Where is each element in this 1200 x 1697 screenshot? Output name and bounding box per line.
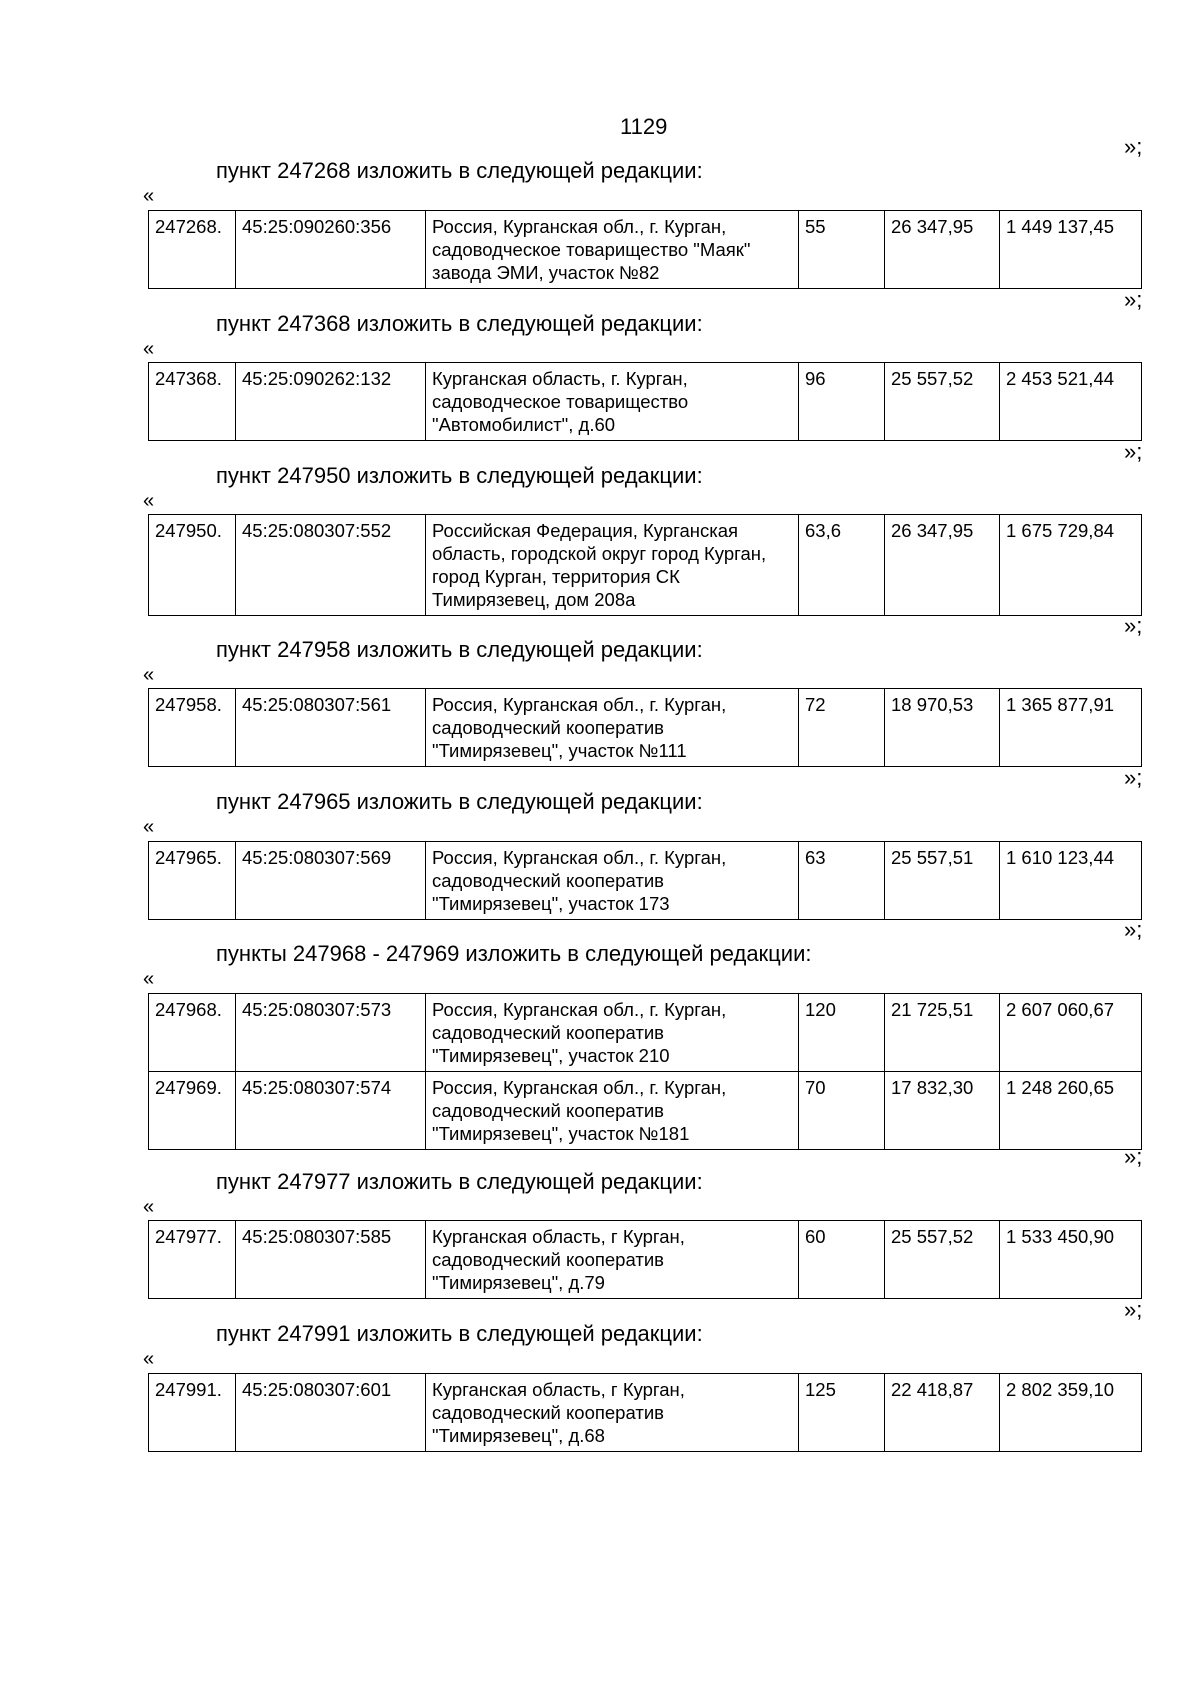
value-cell: 1 449 137,45 — [1000, 211, 1142, 289]
opening-quote: « — [143, 490, 155, 512]
item-number-cell: 247950. — [149, 515, 236, 616]
area-cell: 60 — [799, 1221, 885, 1299]
cadastral-number-cell: 45:25:090260:356 — [236, 211, 426, 289]
address-cell: Россия, Курганская обл., г. Курган, садоводческое товарищество "Маяк" завода ЭМИ, участок №82 — [426, 211, 799, 289]
value-cell: 2 607 060,67 — [1000, 994, 1142, 1072]
area-cell: 72 — [799, 689, 885, 767]
instruction-text: пункт 247950 изложить в следующей редакции: — [216, 463, 703, 488]
instruction-text: пункт 247268 изложить в следующей редакции: — [216, 158, 703, 183]
address-cell: Курганская область, г Курган, садоводческий кооператив "Тимирязевец", д.79 — [426, 1221, 799, 1299]
rate-cell: 25 557,51 — [885, 842, 1000, 920]
address-cell: Курганская область, г. Курган, садоводческое товарищество "Автомобилист", д.60 — [426, 363, 799, 441]
table-row — [149, 1374, 1142, 1452]
rate-cell: 18 970,53 — [885, 689, 1000, 767]
closing-quote: »; — [1124, 917, 1143, 942]
opening-quote: « — [143, 816, 155, 838]
rate-cell: 17 832,30 — [885, 1072, 1000, 1150]
instruction-text: пункт 247977 изложить в следующей редакции: — [216, 1169, 703, 1194]
cadastral-number-cell: 45:25:080307:574 — [236, 1072, 426, 1150]
closing-quote: »; — [1124, 134, 1143, 159]
opening-quote: « — [143, 664, 155, 686]
opening-quote: « — [143, 338, 155, 360]
instruction-text: пункт 247368 изложить в следующей редакции: — [216, 311, 703, 336]
table-row — [149, 363, 1142, 441]
closing-quote: »; — [1124, 765, 1143, 790]
value-cell: 1 365 877,91 — [1000, 689, 1142, 767]
area-cell: 96 — [799, 363, 885, 441]
item-number-cell: 247977. — [149, 1221, 236, 1299]
cadastral-number-cell: 45:25:080307:601 — [236, 1374, 426, 1452]
address-cell: Курганская область, г Курган, садоводческий кооператив "Тимирязевец", д.68 — [426, 1374, 799, 1452]
rate-cell: 25 557,52 — [885, 363, 1000, 441]
opening-quote: « — [143, 1348, 155, 1370]
address-cell: Россия, Курганская обл., г. Курган, садоводческий кооператив "Тимирязевец", участок №181 — [426, 1072, 799, 1150]
address-cell: Россия, Курганская обл., г. Курган, садоводческий кооператив "Тимирязевец", участок 173 — [426, 842, 799, 920]
instruction-text: пункт 247965 изложить в следующей редакции: — [216, 789, 703, 814]
page-number: 1129 — [620, 114, 668, 139]
value-cell: 2 453 521,44 — [1000, 363, 1142, 441]
address-cell: Россия, Курганская обл., г. Курган, садоводческий кооператив "Тимирязевец", участок 210 — [426, 994, 799, 1072]
data-table — [148, 514, 1142, 616]
data-table — [148, 1220, 1142, 1299]
data-table — [148, 362, 1142, 441]
opening-quote: « — [143, 185, 155, 207]
data-table — [148, 688, 1142, 767]
item-number-cell: 247958. — [149, 689, 236, 767]
table-row — [149, 842, 1142, 920]
rate-cell: 25 557,52 — [885, 1221, 1000, 1299]
table-row — [149, 1072, 1142, 1150]
item-number-cell: 247268. — [149, 211, 236, 289]
item-number-cell: 247968. — [149, 994, 236, 1072]
data-table — [148, 993, 1142, 1150]
value-cell: 1 610 123,44 — [1000, 842, 1142, 920]
value-cell: 1 675 729,84 — [1000, 515, 1142, 616]
closing-quote: »; — [1124, 1144, 1143, 1169]
address-cell: Россия, Курганская обл., г. Курган, садоводческий кооператив "Тимирязевец", участок №111 — [426, 689, 799, 767]
value-cell: 2 802 359,10 — [1000, 1374, 1142, 1452]
closing-quote: »; — [1124, 613, 1143, 638]
area-cell: 120 — [799, 994, 885, 1072]
opening-quote: « — [143, 1196, 155, 1218]
table-row — [149, 1221, 1142, 1299]
rate-cell: 22 418,87 — [885, 1374, 1000, 1452]
table-row — [149, 689, 1142, 767]
value-cell: 1 533 450,90 — [1000, 1221, 1142, 1299]
rate-cell: 26 347,95 — [885, 515, 1000, 616]
table-row — [149, 211, 1142, 289]
value-cell: 1 248 260,65 — [1000, 1072, 1142, 1150]
data-table — [148, 841, 1142, 920]
area-cell: 63 — [799, 842, 885, 920]
opening-quote: « — [143, 968, 155, 990]
instruction-text: пункт 247991 изложить в следующей редакции: — [216, 1321, 703, 1346]
instruction-text: пункты 247968 - 247969 изложить в следующей редакции: — [216, 941, 812, 966]
closing-quote: »; — [1124, 1297, 1143, 1322]
rate-cell: 21 725,51 — [885, 994, 1000, 1072]
area-cell: 63,6 — [799, 515, 885, 616]
closing-quote: »; — [1124, 287, 1143, 312]
address-cell: Российская Федерация, Курганская область, городской округ город Курган, город Курган, территория СК Тимирязевец, дом 208а — [426, 515, 799, 616]
area-cell: 70 — [799, 1072, 885, 1150]
table-row — [149, 994, 1142, 1072]
data-table — [148, 1373, 1142, 1452]
cadastral-number-cell: 45:25:090262:132 — [236, 363, 426, 441]
data-table — [148, 210, 1142, 289]
rate-cell: 26 347,95 — [885, 211, 1000, 289]
cadastral-number-cell: 45:25:080307:585 — [236, 1221, 426, 1299]
item-number-cell: 247969. — [149, 1072, 236, 1150]
cadastral-number-cell: 45:25:080307:569 — [236, 842, 426, 920]
item-number-cell: 247368. — [149, 363, 236, 441]
closing-quote: »; — [1124, 439, 1143, 464]
item-number-cell: 247991. — [149, 1374, 236, 1452]
cadastral-number-cell: 45:25:080307:561 — [236, 689, 426, 767]
area-cell: 125 — [799, 1374, 885, 1452]
area-cell: 55 — [799, 211, 885, 289]
cadastral-number-cell: 45:25:080307:552 — [236, 515, 426, 616]
instruction-text: пункт 247958 изложить в следующей редакции: — [216, 637, 703, 662]
cadastral-number-cell: 45:25:080307:573 — [236, 994, 426, 1072]
table-row — [149, 515, 1142, 616]
item-number-cell: 247965. — [149, 842, 236, 920]
